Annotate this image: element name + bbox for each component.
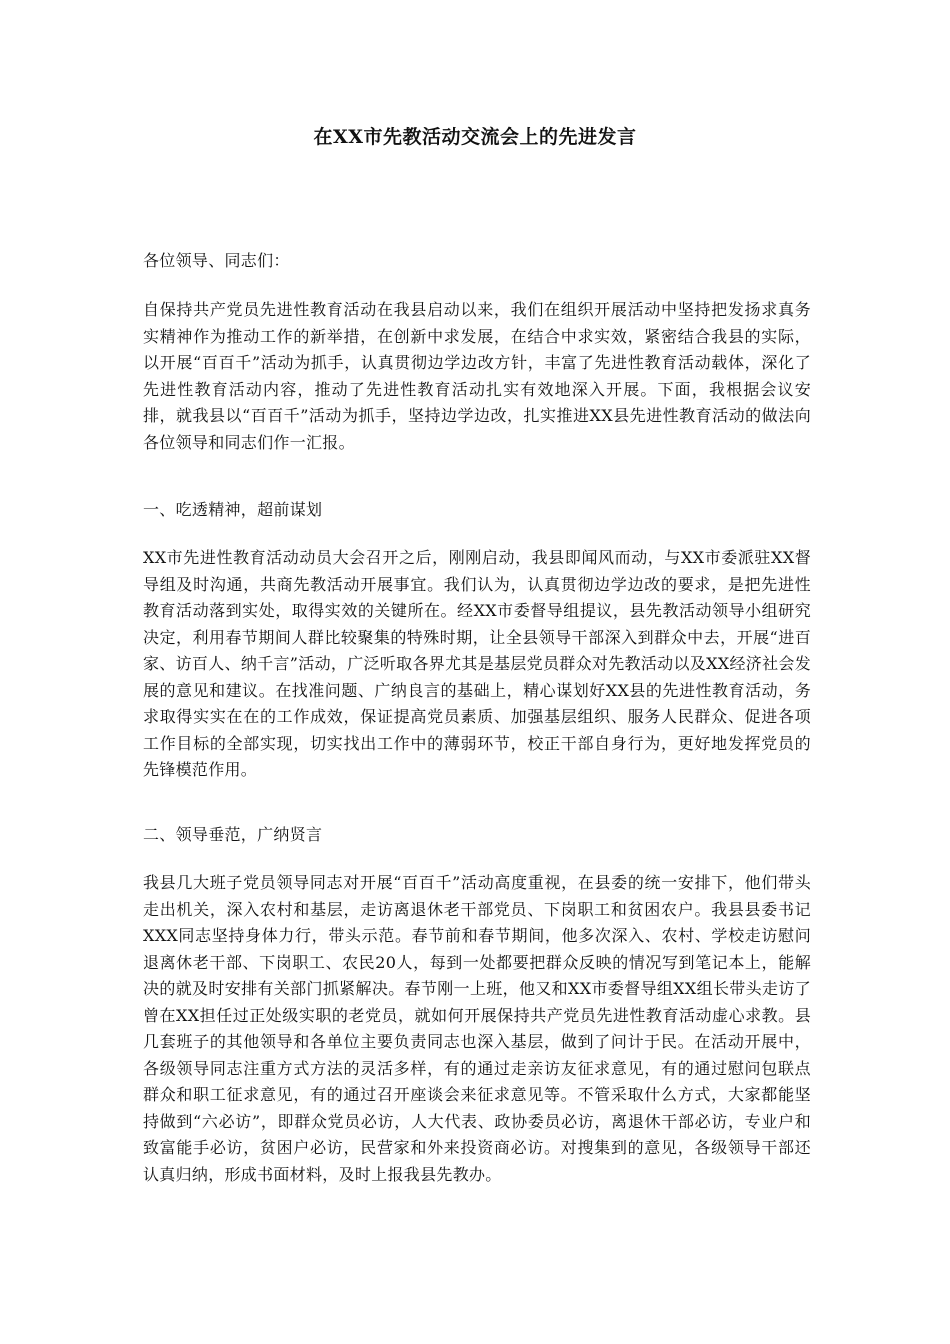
salutation: 各位领导、同志们： [143,251,290,270]
paragraph-section-2: 我县几大班子党员领导同志对开展“百百千”活动高度重视，在县委的统一安排下，他们带头走出机关，深入农村和基层，走访离退休老干部党员、下岗职工和贫困农户。我县县委书记XXX同志坚持身体力行，带头示范。春节前和春节期间，他多次深入、农村、学校走访慰问退离休老干部、下岗职工、农民20人，每到一处都要把群众反映的情况写到笔记本上，能解决的就及时安排有关部门抓紧解决。春节刚一上班，他又和XX市委督导组XX组长带头走访了曾在XX担任过正处级实职的老党员，就如何开展保持共产党员先进性教育活动虚心求教。县几套班子的其他领导和各单位主要负责同志也深入基层，做到了问计于民。在活动开展中，各级领导同志注重方式方法的灵活多样，有的通过走亲访友征求意见，有的通过慰问包联点群众和职工征求意见，有的通过召开座谈会来征求意见等。不管采取什么方式，大家都能坚持做到“六必访”，即群众党员必访，人大代表、政协委员必访，离退休干部必访，专业户和致富能手必访，贫困户必访，民营家和外来投资商必访。对搜集到的意见，各级领导干部还认真归纳，形成书面材料，及时上报我县先教办。 [143,873,811,1184]
section-heading-2: 二、领导垂范，广纳贤言 [143,825,323,844]
paragraph-intro: 自保持共产党员先进性教育活动在我县启动以来，我们在组织开展活动中坚持把发扬求真务实精神作为推动工作的新举措，在创新中求发展，在结合中求实效，紧密结合我县的实际，以开展“百百千”活动为抓手，认真贯彻边学边改方针，丰富了先进性教育活动载体，深化了先进性教育活动内容，推动了先进性教育活动扎实有效地深入开展。下面，我根据会议安排，就我县以“百百千”活动为抓手，坚持边学边改，扎实推进XX县先进性教育活动的做法向各位领导和同志们作一汇报。 [143,300,811,452]
document-title: 在XX市先教活动交流会上的先进发言 [313,126,637,148]
paragraph-section-1: XX市先进性教育活动动员大会召开之后，刚刚启动，我县即闻风而动，与XX市委派驻XX督导组及时沟通，共商先教活动开展事宜。我们认为，认真贯彻边学边改的要求，是把先进性教育活动落到实处，取得实效的关键所在。经XX市委督导组提议，县先教活动领导小组研究决定，利用春节期间人群比较聚集的特殊时期，让全县领导干部深入到群众中去，开展“进百家、访百人、纳千言”活动，广泛听取各界尤其是基层党员群众对先教活动以及XX经济社会发展的意见和建议。在找准问题、广纳良言的基础上，精心谋划好XX县的先进性教育活动，务求取得实实在在的工作成效，保证提高党员素质、加强基层组织、服务人民群众、促进各项工作目标的全部实现，切实找出工作中的薄弱环节，校正干部自身行为，更好地发挥党员的先锋模范作用。 [143,548,811,779]
section-heading-1: 一、吃透精神，超前谋划 [143,500,323,519]
